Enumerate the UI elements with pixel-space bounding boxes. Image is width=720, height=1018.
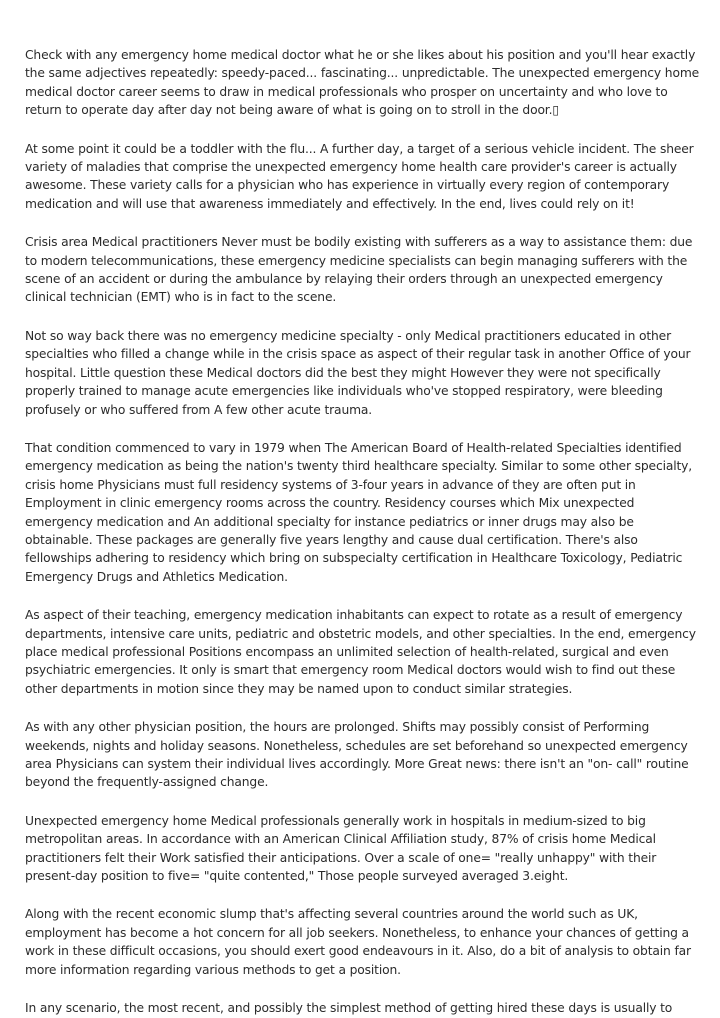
paragraph: Crisis area Medical practitioners Never must be bodily existing with sufferers as a way to assistance them: due to modern telecommunications, these emergency medicine specialists can begin managing sufferers with the scene of an accident or during the ambulance by relaying their orders through an unexpected emergency clinical technician (EMT) who is in fact to the scene. [25,235,693,305]
paragraph: Check with any emergency home medical doctor what he or she likes about his position and you'll hear exactly the same adjectives repeatedly: speedy-paced... fascinating... unpredictable. The unexpected emergency home medical doctor career seems to draw in medical professionals who prosper on uncertainty and who love to return to operate day after day not being aware of what is going on to stroll in the door.▯ [25,48,700,118]
paragraph: Not so way back there was no emergency medicine specialty - only Medical practitioners educated in other specialties who filled a change while in the crisis space as aspect of their regular task in another Office of your hospital. Little question these Medical doctors did the best they might However they were not specifically properly trained to manage acute emergencies like individuals who've stopped respiratory, were bleeding profusely or who suffered from A few other acute trauma. [25,328,691,417]
paragraph: That condition commenced to vary in 1979 when The American Board of Health-related Specialties identified emergency medication as being the nation's twenty third healthcare specialty. Similar to some other specialty, crisis home Physicians must full residency systems of 3-four years in advance of they are often put in Employment in clinic emergency rooms across the country. Residency courses which Mix unexpected emergency medication and An additional specialty for instance pediatrics or inner drugs may also be obtainable. These packages are generally five years lengthy and cause dual certification. There's also fellowships adhering to residency which bring on subspecialty certification in Healthcare Toxicology, Pediatric Emergency Drugs and Athletics Medication. [25,440,693,584]
paragraph: As with any other physician position, the hours are prolonged. Shifts may possibly consist of Performing weekends, nights and holiday seasons. Nonetheless, schedules are set beforehand so unexpected emergency area Physicians can system their individual lives accordingly. More Great news: there isn't an "on- call" routine beyond the frequently-assigned change. [25,720,689,790]
paragraph: Unexpected emergency home Medical professionals generally work in hospitals in medium-sized to big metropolitan areas. In accordance with an American Clinical Affiliation study, 87% of crisis home Medical practitioners felt their Work satisfied their anticipations. Over a scale of one= "really unhappy" with their present-day position to five= "quite contented," Those people surveyed averaged 3.eight. [25,813,657,884]
paragraph: At some point it could be a toddler with the flu... A further day, a target of a serious vehicle incident. The sheer variety of maladies that comprise the unexpected emergency home health care provider's career is actually awesome. These variety calls for a physician who has experience in virtually every region of contemporary medication and will use that awareness immediately and effectively. In the end, lives could rely on it! [25,141,694,211]
paragraph: As aspect of their teaching, emergency medication inhabitants can expect to rotate as a result of emergency departments, intensive care units, pediatric and obstetric models, and other specialties. In the end, emergency place medical professional Positions encompass an unlimited selection of health-related, surgical and even psychiatric emergencies. It only is smart that emergency room Medical doctors would wish to find out these other departments in motion since they may be named upon to conduct similar strategies. [25,608,696,696]
paragraph: Along with the recent economic slump that's affecting several countries around the world such as UK, employment has become a hot concern for all job seekers. Nonetheless, to enhance your chances of getting a work in these difficult occasions, you should exert good endeavours in it. Also, do a bit of analysis to obtain far more information regarding various methods to get a position. [25,907,691,977]
paragraph: In any scenario, the most recent, and possibly the simplest method of getting hired these days is usually to [25,1001,673,1016]
